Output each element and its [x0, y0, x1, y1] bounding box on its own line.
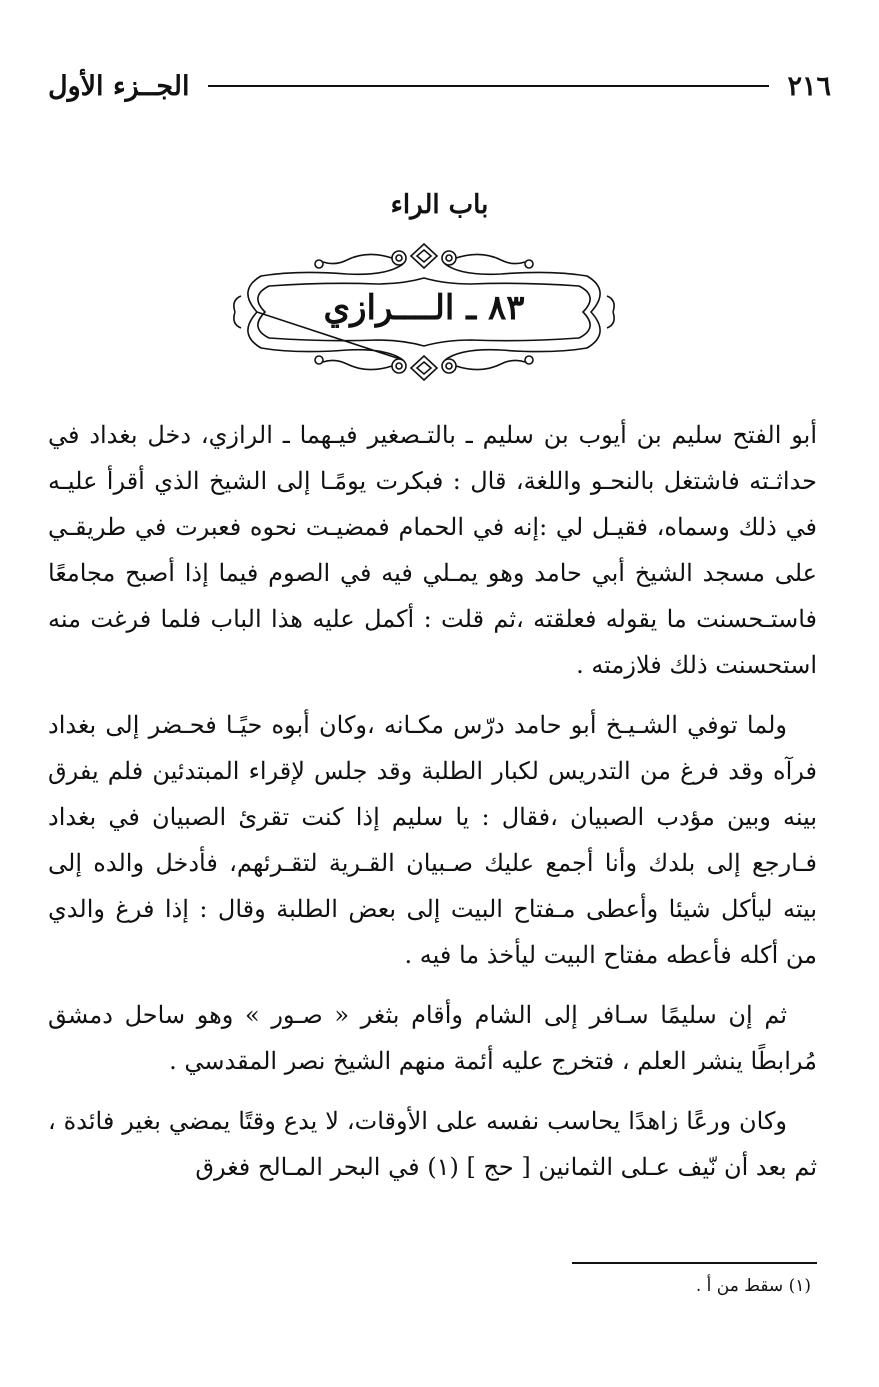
paragraph: أبو الفتح سليم بن أيوب بن سليم ـ بالتـصغير فيـهما ـ الرازي، دخل بغداد في حداثـته فاشتغل بالنحـو واللغة، قال : فبكرت يومًـا إلى الشيخ الذي أقرأ عليـه في ذلك وسماه، فقيـل لي :إنه في الحمام فمضيـت نحوه فعبرت في طريقـي على مسجد الشيخ أبي حامد وهو يمـلي فيه في الصوم فيما إذا أصبح مجامعًا فاستـحسنت ما يقوله فعلقته ،ثم قلت : أكمل عليه هذا الباب فلما فرغت منه استحسنت ذلك فلازمته .: [48, 421, 817, 679]
chapter-title: باب الراء: [390, 190, 489, 220]
paragraph: ولما توفي الشـيـخ أبو حامد درّس مكـانه ،وكان أبوه حيًـا فحـضر إلى بغداد فرآه وقد فرغ من التدريس لكبار الطلبة وقد جلس لإقراء المبتدئين فلم يفرق بينه وبين مؤدب الصبيان ،فقال : يا سليم إذا كنت تقرئ الصبيان في بغداد فـارجع إلى بلدك وأنا أجمع عليك صـبيان القـرية لتقـرئهم، فأدخل والده إلى بيته ليأكل شيئا وأعطى مـفتاح البيت إلى بعض الطلبة وقال : إذا فرغ والدي من أكله فأعطه مفتاح البيت ليأخذ ما فيه .: [48, 711, 817, 969]
entry-title: ٨٣ ـ الــــرازي: [323, 288, 525, 328]
footnote-rule: [572, 1262, 817, 1264]
page-number: ٢١٦: [787, 70, 831, 102]
body-text: [48, 412, 817, 1204]
paragraph: ثم إن سليمًا سـافر إلى الشام وأقام بثغر « صـور » وهو ساحل دمشق مُرابطًا ينشر العلم ، فتخرج عليه أئمة منهم الشيخ نصر المقدسي .: [48, 1001, 817, 1075]
header-rule: [208, 85, 770, 87]
running-title: الجــزء الأول: [48, 70, 190, 102]
page-header: [48, 62, 831, 110]
footnote: (١) سقط من أ .: [695, 1276, 811, 1296]
paragraph: وكان ورعًا زاهدًا يحاسب نفسه على الأوقات، لا يدع وقتًا يمضي بغير فائدة ، ثم بعد أن نّيف عـلى الثمانين [ حج ] (١) في البحر المـالح فغرق: [48, 1107, 817, 1181]
